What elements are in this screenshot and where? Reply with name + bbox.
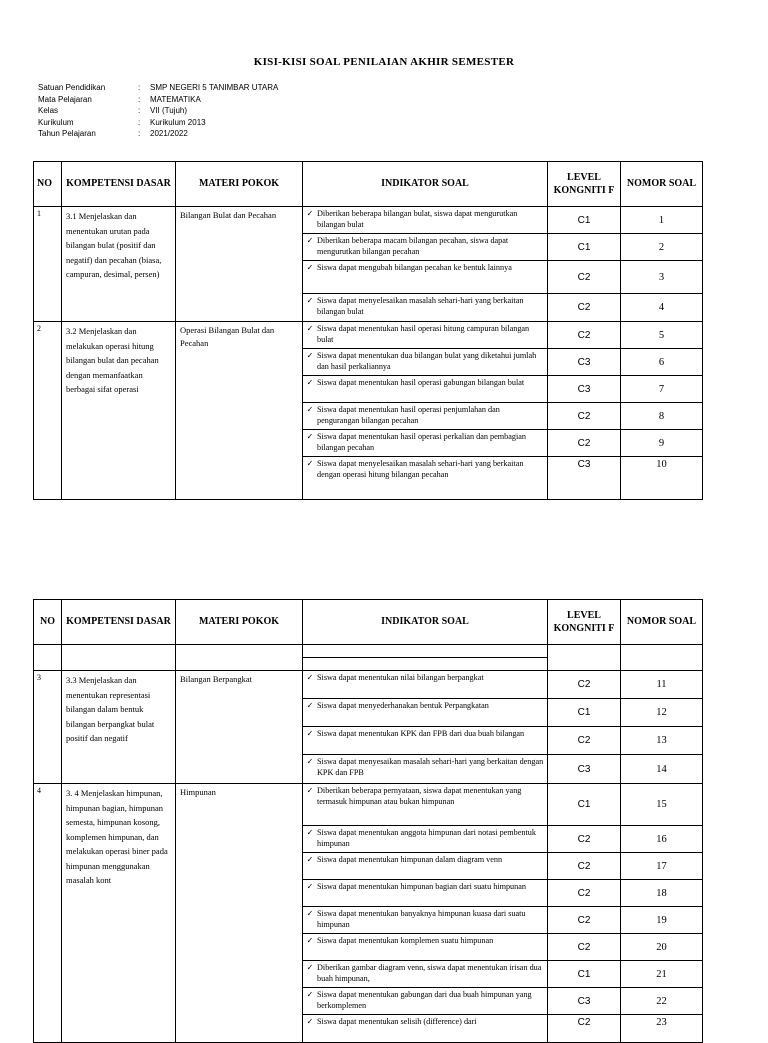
level-cell [548,322,621,500]
row-no: 4 [34,784,62,1043]
header-no: NO [34,600,62,645]
info-colon: : [138,117,141,127]
info-row [38,118,278,130]
table-row [34,322,703,500]
indikator-item [303,727,547,755]
info-label: Satuan Pendidikan [38,83,106,92]
info-label: Kurikulum [38,117,74,127]
kisi-table-1 [33,161,703,500]
nomor-value: 18 [621,880,702,907]
indikator-item [303,207,547,234]
indikator-text: Siswa dapat menyesaikan masalah sehari-hari yang berkaitan dengan KPK dan FPB [317,757,544,777]
indikator-item [303,457,547,499]
indikator-text: Siswa dapat menentukan KPK dan FPB dari dua buah bilangan [317,729,525,738]
check-icon: ✓ [306,855,314,864]
nomor-value: 11 [621,671,702,699]
indikator-item [303,907,547,934]
indikator-item [303,961,547,988]
level-value: C2 [548,826,620,853]
nomor-value: 6 [621,349,702,376]
level-value: C3 [577,763,591,775]
indikator-cell [303,671,548,784]
level-value: C2 [577,1017,591,1028]
indikator-text: Siswa dapat mengubah bilangan pecahan ke bentuk lainnya [317,263,512,272]
level-cell [548,207,621,322]
indikator-text: Siswa dapat menentukan hasil operasi hitung campuran bilangan bulat [317,324,530,344]
indikator-cell [303,784,548,1043]
check-icon: ✓ [306,936,314,945]
info-label: Kelas [38,106,59,115]
indikator-text: Siswa dapat menentukan selisih (difference) dari [317,1017,477,1026]
check-icon: ✓ [306,882,314,891]
check-icon: ✓ [306,263,314,272]
check-icon: ✓ [306,757,314,766]
empty-row [34,645,703,671]
empty-cell [548,645,621,671]
check-icon: ✓ [306,236,314,245]
kisi-table-2 [33,599,703,1043]
empty-cell [303,645,548,671]
nomor-value: 17 [621,853,702,880]
materi-pokok: Bilangan Berpangkat [176,671,303,784]
info-row [38,129,278,141]
level-value: C1 [548,961,620,988]
level-value: C1 [548,784,620,826]
check-icon: ✓ [306,909,314,918]
indikator-item [303,934,547,961]
nomor-value: 21 [621,961,702,988]
nomor-value: 10 [656,459,667,470]
indikator-item [303,430,547,457]
indikator-text: Siswa dapat menentukan komplemen suatu himpunan [317,936,494,945]
indikator-text: Diberikan beberapa pernyataan, siswa dapat menentukan yang termasuk himpunan atau bukan himpunan [317,786,522,806]
check-icon: ✓ [306,324,314,333]
level-value: C1 [548,234,620,261]
row-no: 2 [34,322,62,500]
indikator-item [303,376,547,403]
table-row [34,207,703,322]
check-icon: ✓ [306,729,314,738]
empty-cell [621,645,703,671]
level-value: C2 [548,880,620,907]
document-title: KISI-KISI SOAL PENILAIAN AKHIR SEMESTER [253,56,515,68]
info-colon: : [138,94,141,104]
nomor-value: 13 [621,727,702,755]
header-level: LEVEL KONGNITI F [548,600,621,645]
nomor-cell [621,207,703,322]
nomor-cell [621,784,703,1043]
nomor-value: 23 [656,1017,667,1028]
level-value: C2 [548,934,620,961]
indikator-text: Siswa dapat menentukan himpunan bagian dari suatu himpunan [317,882,526,891]
indikator-item [303,322,547,349]
nomor-value: 9 [621,430,702,457]
nomor-value: 16 [621,826,702,853]
nomor-value: 15 [621,784,702,826]
nomor-value: 3 [621,261,702,294]
indikator-cell [303,207,548,322]
check-icon: ✓ [306,673,314,682]
level-value: C3 [548,988,620,1015]
check-icon: ✓ [306,405,314,414]
nomor-value: 5 [621,322,702,349]
level-value: C2 [548,853,620,880]
nomor-value: 7 [621,376,702,403]
indikator-item [303,234,547,261]
table-row [34,784,703,1043]
indikator-item [303,988,547,1015]
materi-pokok: Bilangan Bulat dan Pecahan [176,207,303,322]
check-icon: ✓ [306,786,314,795]
indikator-text: Diberikan gambar diagram venn, siswa dapat menentukan irisan dua buah himpunan, [317,963,542,983]
nomor-value: 2 [621,234,702,261]
indikator-text: Siswa dapat menentukan hasil operasi penjumlahan dan pengurangan bilangan pecahan [317,405,500,425]
header-no: NO [34,162,62,207]
check-icon: ✓ [306,963,314,972]
indikator-text: Siswa dapat menentukan himpunan dalam diagram venn [317,855,503,864]
check-icon: ✓ [306,459,314,468]
indikator-text: Siswa dapat menentukan nilai bilangan berpangkat [317,673,484,682]
row-no: 3 [34,671,62,784]
info-colon: : [138,106,141,115]
row-no: 1 [34,207,62,322]
level-value: C3 [548,376,620,403]
check-icon: ✓ [306,432,314,441]
info-row [38,95,278,107]
table-header-row [34,600,703,645]
level-value: C2 [548,261,620,294]
identity-block [38,83,278,141]
indikator-text: Siswa dapat menyederhanakan bentuk Perpangkatan [317,701,489,710]
level-value: C2 [548,430,620,457]
empty-cell [34,645,62,671]
nomor-value: 12 [621,699,702,727]
info-value: MATEMATIKA [150,94,201,104]
header-level: LEVEL KONGNITI F [548,162,621,207]
kompetensi-dasar: 3.1 Menjelaskan dan menentukan urutan pada bilangan bulat (positif dan negatif) dan pecahan (biasa, campuran, desimal, persen) [62,207,176,322]
header-indikator: INDIKATOR SOAL [303,162,548,207]
table-row [34,671,703,784]
nomor-value: 14 [656,763,667,775]
nomor-value: 22 [621,988,702,1015]
header-materi: MATERI POKOK [176,600,303,645]
level-value: C3 [548,349,620,376]
indikator-text: Siswa dapat menyelesaikan masalah sehari-hari yang berkaitan bilangan bulat [317,296,524,316]
nomor-cell [621,671,703,784]
nomor-value: 1 [621,207,702,234]
indikator-item [303,1015,547,1042]
indikator-item [303,826,547,853]
kompetensi-dasar: 3.2 Menjelaskan dan melakukan operasi hitung bilangan bulat dan pecahan dengan memanfaatkan berbagai sifat operasi [62,322,176,500]
indikator-text: Siswa dapat menentukan anggota himpunan dari notasi pembentuk himpunan [317,828,536,848]
level-cell [548,671,621,784]
indikator-text: Siswa dapat menentukan banyaknya himpunan kuasa dari suatu himpunan [317,909,526,929]
indikator-item [303,755,547,783]
level-value: C1 [548,699,620,727]
info-value: Kurikulum 2013 [150,117,206,127]
level-value: C1 [548,207,620,234]
info-value: VII (Tujuh) [150,106,188,115]
check-icon: ✓ [306,1017,314,1026]
level-value: C2 [548,727,620,755]
level-value: C2 [577,302,591,313]
nomor-value: 19 [621,907,702,934]
check-icon: ✓ [306,296,314,305]
nomor-value: 20 [621,934,702,961]
indikator-text: Siswa dapat menyelesaikan masalah sehari-hari yang berkaitan dengan operasi hitung bilangan pecahan [317,459,524,479]
info-label: Mata Pelajaran [38,94,92,104]
info-row [38,106,278,118]
header-materi: MATERI POKOK [176,162,303,207]
check-icon: ✓ [306,378,314,387]
level-value: C3 [577,459,591,470]
level-value: C2 [548,907,620,934]
info-row [38,83,278,95]
nomor-value: 4 [658,302,665,313]
indikator-item [303,671,547,699]
indikator-item [303,261,547,294]
info-colon: : [138,129,141,138]
empty-cell [62,645,176,671]
empty-cell [176,645,303,671]
table-header-row [34,162,703,207]
info-value: SMP NEGERI 5 TANIMBAR UTARA [150,83,279,92]
header-kompetensi: KOMPETENSI DASAR [62,162,176,207]
indikator-text: Diberikan beberapa macam bilangan pecahan, siswa dapat mengurutkan bilangan pecahan [317,236,509,256]
indikator-text: Siswa dapat menentukan dua bilangan bulat yang diketahui jumlah dan hasil perkaliannya [317,351,537,371]
header-nomor: NOMOR SOAL [621,600,703,645]
indikator-item [303,853,547,880]
header-nomor: NOMOR SOAL [621,162,703,207]
indikator-item [303,349,547,376]
indikator-cell [303,322,548,500]
nomor-cell [621,322,703,500]
check-icon: ✓ [306,209,314,218]
info-label: Tahun Pelajaran [38,129,96,138]
materi-pokok: Operasi Bilangan Bulat dan Pecahan [176,322,303,500]
level-cell [548,784,621,1043]
kompetensi-dasar: 3.3 Menjelaskan dan menentukan representasi bilangan dalam bentuk bilangan berpangkat bulat positif dan negatif [62,671,176,784]
check-icon: ✓ [306,701,314,710]
kompetensi-dasar: 3. 4 Menjelaskan himpunan, himpunan bagian, himpunan semesta, himpunan kosong, komplemen himpunan, dan melakukan operasi biner pada himpunan menggunakan masalah kont [62,784,176,1043]
indikator-item [303,699,547,727]
header-kompetensi: KOMPETENSI DASAR [62,600,176,645]
header-indikator: INDIKATOR SOAL [303,600,548,645]
check-icon: ✓ [306,990,314,999]
nomor-value: 8 [621,403,702,430]
info-colon: : [138,83,141,92]
indikator-text: Siswa dapat menentukan hasil operasi perkalian dan pembagian bilangan pecahan [317,432,526,452]
level-value: C2 [548,403,620,430]
indikator-text: Siswa dapat menentukan hasil operasi gabungan bilangan bulat [317,378,525,387]
indikator-item [303,403,547,430]
indikator-item [303,784,547,826]
check-icon: ✓ [306,351,314,360]
level-value: C2 [548,322,620,349]
indikator-item [303,294,547,321]
materi-pokok: Himpunan [176,784,303,1043]
indikator-text: Siswa dapat menentukan gabungan dari dua buah himpunan yang berkomplemen [317,990,532,1010]
check-icon: ✓ [306,828,314,837]
info-value: 2021/2022 [150,129,188,138]
level-value: C2 [548,671,620,699]
indikator-text: Diberikan beberapa bilangan bulat, siswa dapat mengurutkan bilangan bulat [317,209,518,229]
indikator-item [303,880,547,907]
